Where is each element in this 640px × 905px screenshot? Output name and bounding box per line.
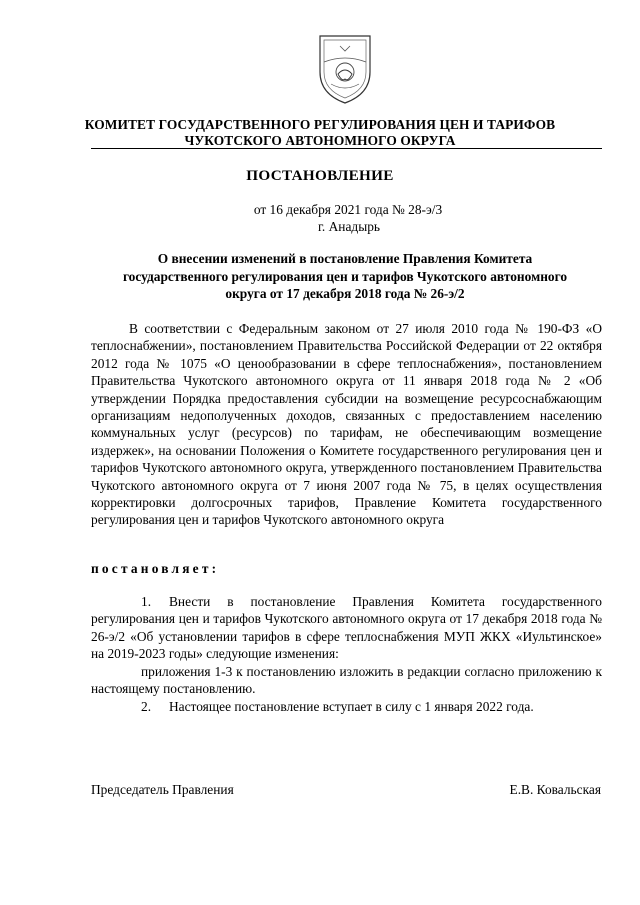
date-block [0, 201, 640, 235]
organization-name-line1: КОМИТЕТ ГОСУДАРСТВЕННОГО РЕГУЛИРОВАНИЯ ЦЕН И ТАРИФОВ [84, 117, 556, 132]
signatory-position: Председатель Правления [91, 782, 234, 797]
document-type: ПОСТАНОВЛЕНИЕ [246, 167, 394, 184]
preamble-paragraph: В соответствии с Федеральным законом от 27 июля 2010 года № 190-ФЗ «О теплоснабжении», постановлением Правительства Российской Федерации от 22 октября 2012 года № 1075 «О ценообразовании в сфере теплоснабжения», постановлением Правительства Чукотского автономного округа от 11 января 2018 года № 2 «Об утверждении Порядка предоставления субсидии на возмещение ресурсоснабжающим организациям недополученных доходов, связанных с предоставлением населению коммунальных услуг (ресурсов) по тарифам, не обеспечивающим возмещение издержек», на основании Положения о Комитете государственного регулирования цен и тарифов Чукотского автономного округа, утвержденного постановлением Правительства Чукотского автономного округа от 7 июня 2007 года № 75, в целях осуществления корректировки долгосрочных тарифов, Правление Комитета государственного регулирования цен и тарифов Чукотского автономного округа [91, 321, 602, 528]
list-item-1 [91, 593, 602, 663]
list-item-2 [91, 698, 602, 715]
document-subject: О внесении изменений в постановление Правления Комитета государственного регулирования цен и тарифов Чукотского автономного округа от 17 декабря 2018 года № 26-э/2 [122, 251, 568, 301]
list-item-2-text: Настоящее постановление вступает в силу с 1 января 2022 года. [169, 699, 534, 714]
place: г. Анадырь [317, 219, 381, 234]
list-item-1-sub: приложения 1-3 к постановлению изложить в редакции согласно приложению к настоящему постановлению. [91, 664, 602, 697]
organization-name-line2: ЧУКОТСКОГО АВТОНОМНОГО ОКРУГА [184, 133, 456, 148]
list-item-2-number: 2. [141, 699, 152, 714]
resolves-label: постановляет: [91, 561, 220, 576]
header-divider [91, 148, 602, 149]
signatory-name: Е.В. Ковальская [509, 782, 601, 797]
list-item-1-number: 1. [141, 594, 152, 609]
organization-name [0, 117, 640, 149]
date-and-number: от 16 декабря 2021 года № 28-э/3 [253, 202, 443, 217]
list-item-1-text: Внести в постановление Правления Комитета государственного регулирования цен и тарифов Чукотского автономного округа от 17 декабря 2018 года № 26-э/2 «Об установлении тарифов в сфере теплоснабжения МУП ЖКХ «Иультинское» на 2019-2023 годы» следующие изменения: [91, 594, 602, 662]
chukotka-coat-of-arms-icon [314, 32, 376, 106]
